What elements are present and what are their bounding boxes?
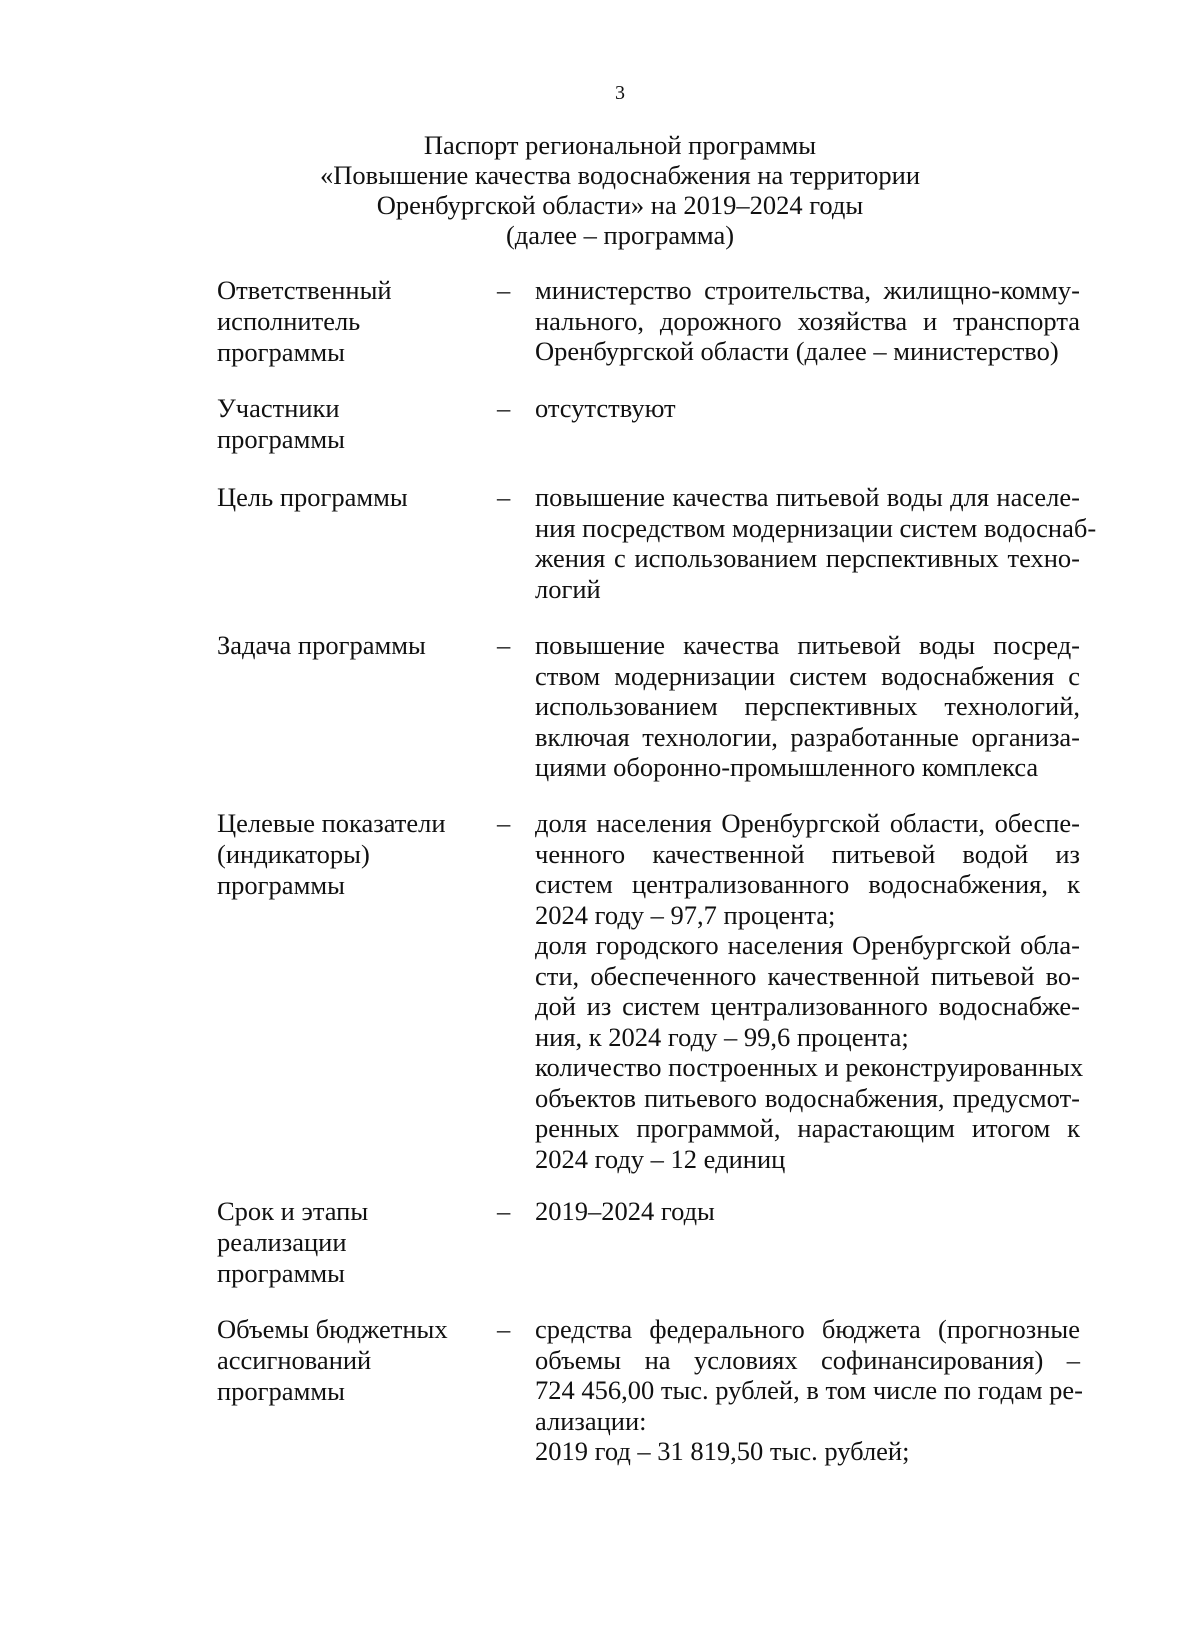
value-line: сти, обеспеченного качественной питьевой во-	[535, 960, 1080, 991]
value-line: объемы на условиях софинансирования) –	[535, 1344, 1080, 1375]
value-line: повышение качества питьевой воды для населе-	[535, 482, 1080, 512]
value-line: 2024 году – 12 единиц	[535, 1143, 786, 1174]
row-dash: –	[497, 808, 511, 838]
value-line: логий	[535, 573, 601, 604]
label-line: Целевые показатели	[217, 808, 446, 838]
value-line: объектов питьевого водоснабжения, предусмот-	[535, 1082, 1080, 1113]
label-line: Объемы бюджетных	[217, 1314, 448, 1344]
value-line: нального, дорожного хозяйства и транспорта	[535, 305, 1080, 336]
row-value	[535, 1196, 1080, 1227]
row-value	[535, 630, 1080, 783]
page-number: 3	[615, 82, 625, 104]
row-dash: –	[497, 1196, 511, 1226]
value-line: ченного качественной питьевой водой из	[535, 838, 1080, 869]
value-line: доля населения Оренбургской области, обеспе-	[535, 808, 1080, 838]
label-line: программы	[217, 424, 345, 454]
row-label	[217, 482, 482, 513]
value-line: доля городского населения Оренбургской обла-	[535, 930, 1080, 960]
value-line: отсутствуют	[535, 393, 676, 423]
title-line-1: Паспорт региональной программы	[423, 130, 817, 160]
label-line: Цель программы	[217, 482, 408, 512]
label-line: исполнитель	[217, 306, 361, 336]
value-line: 2019 год – 31 819,50 тыс. рублей;	[535, 1436, 910, 1466]
document-title	[0, 130, 1200, 250]
value-line: 2024 году – 97,7 процента;	[535, 899, 836, 930]
value-line: циями оборонно-промышленного комплекса	[535, 752, 1039, 782]
label-line: программы	[217, 870, 345, 900]
value-line: ния посредством модернизации систем водоснаб-	[535, 512, 1097, 543]
label-line: Срок и этапы	[217, 1196, 369, 1226]
row-dash: –	[497, 630, 511, 660]
label-line: реализации	[217, 1227, 347, 1257]
label-line: ассигнований	[217, 1345, 372, 1375]
row-label	[217, 808, 482, 901]
label-line: (индикаторы)	[217, 839, 370, 869]
row-dash: –	[497, 1314, 511, 1344]
value-line: дой из систем централизованного водоснабже-	[535, 991, 1080, 1021]
value-line: 2019–2024 годы	[535, 1196, 715, 1226]
value-line: ния, к 2024 году – 99,6 процента;	[535, 1021, 909, 1052]
row-label	[217, 393, 482, 455]
row-label	[217, 275, 482, 368]
label-line: Задача программы	[217, 630, 426, 660]
value-line: 724 456,00 тыс. рублей, в том числе по годам ре-	[535, 1375, 1083, 1405]
value-line: использованием перспективных технологий,	[535, 691, 1080, 721]
row-label	[217, 1314, 482, 1407]
row-value	[535, 1314, 1083, 1467]
value-line: систем централизованного водоснабжения, к	[535, 869, 1080, 899]
row-dash: –	[497, 275, 511, 305]
label-line: Ответственный	[217, 275, 392, 305]
value-line: ренных программой, нарастающим итогом к	[535, 1113, 1080, 1143]
row-label	[217, 630, 482, 661]
row-value	[535, 482, 1097, 604]
value-line: включая технологии, разработанные организа-	[535, 721, 1080, 752]
label-line: программы	[217, 1376, 345, 1406]
value-line: ализации:	[535, 1405, 647, 1436]
value-line: министерство строительства, жилищно-комму-	[535, 275, 1080, 305]
row-value	[535, 275, 1080, 367]
value-line: Оренбургской области (далее – министерство)	[535, 336, 1059, 366]
value-line: количество построенных и реконструированных	[535, 1052, 1084, 1082]
value-line: средства федерального бюджета (прогнозные	[535, 1314, 1080, 1344]
title-line-4: (далее – программа)	[505, 220, 735, 250]
title-line-2: «Повышение качества водоснабжения на территории	[319, 160, 920, 190]
row-value	[535, 393, 1080, 424]
value-line: повышение качества питьевой воды посред-	[535, 630, 1080, 660]
label-line: программы	[217, 337, 345, 367]
row-value	[535, 808, 1084, 1174]
label-line: программы	[217, 1258, 345, 1288]
row-dash: –	[497, 482, 511, 512]
value-line: ством модернизации систем водоснабжения с	[535, 660, 1080, 691]
row-label	[217, 1196, 482, 1289]
value-line: жения с использованием перспективных техно-	[535, 543, 1080, 573]
row-dash: –	[497, 393, 511, 423]
label-line: Участники	[217, 393, 340, 423]
title-line-3: Оренбургской области» на 2019–2024 годы	[376, 190, 864, 220]
